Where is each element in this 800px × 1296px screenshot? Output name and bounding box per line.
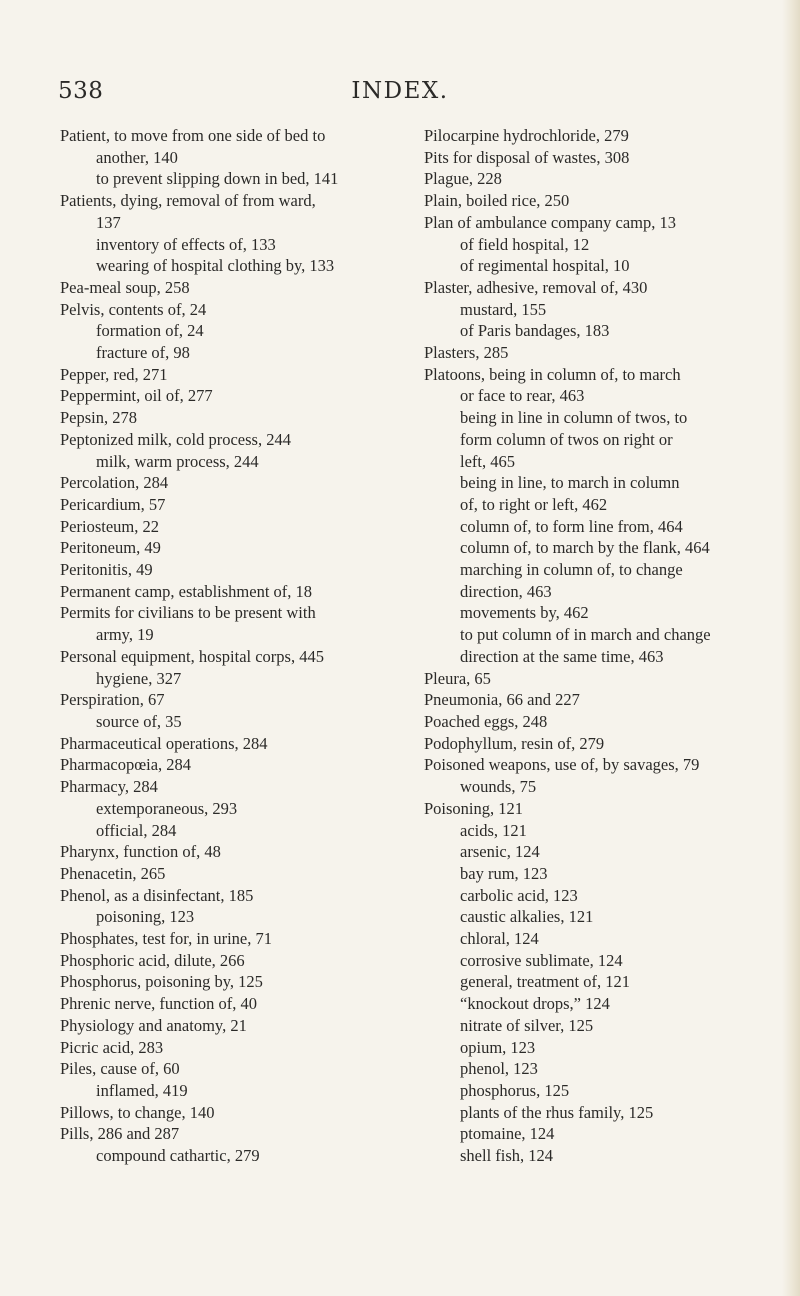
index-entry: Pills, 286 and 287 [60, 1124, 180, 1144]
page-edge-shadow [782, 0, 800, 1296]
index-entry: Pharynx, function of, 48 [60, 842, 221, 862]
index-entry: Perspiration, 67 [60, 690, 165, 710]
index-subentry: direction, 463 [460, 581, 552, 601]
index-subentry: fracture of, 98 [96, 343, 190, 363]
index-entry: Plain, boiled rice, 250 [424, 191, 570, 211]
index-entry: Plaster, adhesive, removal of, 430 [424, 277, 648, 297]
running-head: INDEX. [351, 78, 449, 104]
index-subentry: phenol, 123 [460, 1059, 538, 1079]
index-subentry: bay rum, 123 [460, 863, 548, 883]
index-entry: Piles, cause of, 60 [60, 1059, 180, 1079]
index-entry: Poached eggs, 248 [424, 711, 548, 731]
index-entry: Platoons, being in column of, to march [424, 364, 681, 384]
index-subentry: official, 284 [96, 820, 177, 840]
index-entry: Permanent camp, establishment of, 18 [60, 581, 313, 601]
index-entry: Picric acid, 283 [60, 1037, 164, 1057]
index-entry: Pelvis, contents of, 24 [60, 299, 207, 319]
index-entry: Peritoneum, 49 [60, 538, 161, 558]
index-entry: Pepper, red, 271 [60, 364, 168, 384]
index-subentry: being in line in column of twos, to [460, 408, 688, 428]
index-entry: Peptonized milk, cold process, 244 [60, 429, 291, 449]
index-column-right [424, 125, 774, 1167]
index-subentry: wounds, 75 [460, 777, 537, 797]
index-subentry: “knockout drops,” 124 [460, 994, 610, 1014]
index-subentry: of Paris bandages, 183 [460, 321, 610, 341]
index-subentry: marching in column of, to change [460, 560, 683, 580]
index-subentry: caustic alkalies, 121 [460, 907, 594, 927]
index-subentry: plants of the rhus family, 125 [460, 1102, 654, 1122]
index-subentry: wearing of hospital clothing by, 133 [96, 256, 335, 276]
index-entry: Personal equipment, hospital corps, 445 [60, 646, 324, 666]
index-subentry: being in line, to march in column [460, 473, 680, 493]
index-subentry: of field hospital, 12 [460, 234, 590, 254]
index-column-left [60, 125, 392, 1167]
index-subentry: nitrate of silver, 125 [460, 1015, 594, 1035]
index-entry: Pneumonia, 66 and 227 [424, 690, 580, 710]
index-entry: Plan of ambulance company camp, 13 [424, 212, 677, 232]
page-header [0, 78, 800, 110]
index-entry: Physiology and anatomy, 21 [60, 1015, 247, 1035]
index-entry: Pits for disposal of wastes, 308 [424, 147, 630, 167]
index-entry: Pilocarpine hydrochloride, 279 [424, 126, 629, 145]
index-subentry: to prevent slipping down in bed, 141 [96, 169, 339, 189]
index-subentry: another, 140 [96, 147, 178, 167]
index-subentry: chloral, 124 [460, 929, 539, 949]
index-entry: Pharmacy, 284 [60, 777, 158, 797]
index-entry: Podophyllum, resin of, 279 [424, 733, 605, 753]
index-subentry: left, 465 [460, 451, 515, 471]
index-subentry: movements by, 462 [460, 603, 589, 623]
index-subentry: arsenic, 124 [460, 842, 540, 862]
index-subentry: of, to right or left, 462 [460, 494, 608, 514]
index-entry: Patients, dying, removal of from ward, [60, 191, 316, 211]
index-subentry: mustard, 155 [460, 299, 547, 319]
index-entry: Plasters, 285 [424, 343, 509, 363]
index-subentry: or face to rear, 463 [460, 386, 585, 406]
index-entry: Patient, to move from one side of bed to [60, 126, 326, 145]
index-subentry: form column of twos on right or [460, 429, 673, 449]
index-entry: Pillows, to change, 140 [60, 1102, 215, 1122]
index-entry: Pharmaceutical operations, 284 [60, 733, 268, 753]
index-entry: Percolation, 284 [60, 473, 169, 493]
index-entry: Poisoning, 121 [424, 798, 524, 818]
index-entry: Peppermint, oil of, 277 [60, 386, 213, 406]
index-subentry: to put column of in march and change [460, 625, 711, 645]
index-subentry: compound cathartic, 279 [96, 1146, 260, 1166]
index-entry: Phenol, as a disinfectant, 185 [60, 885, 254, 905]
index-entry: Phosphates, test for, in urine, 71 [60, 929, 272, 949]
index-entry: Pepsin, 278 [60, 408, 138, 428]
index-subentry: carbolic acid, 123 [460, 885, 578, 905]
index-subentry: general, treatment of, 121 [460, 972, 630, 992]
index-subentry: hygiene, 327 [96, 668, 182, 688]
page-number: 538 [58, 78, 104, 104]
index-subentry: direction at the same time, 463 [460, 646, 664, 666]
index-subentry: poisoning, 123 [96, 907, 195, 927]
index-subentry: of regimental hospital, 10 [460, 256, 630, 276]
index-subentry: milk, warm process, 244 [96, 451, 259, 471]
index-entry: Periosteum, 22 [60, 516, 159, 536]
index-subentry: opium, 123 [460, 1037, 536, 1057]
index-entry: Pea-meal soup, 258 [60, 277, 190, 297]
index-entry: Permits for civilians to be present with [60, 603, 316, 623]
index-subentry: source of, 35 [96, 711, 182, 731]
index-entry: Phrenic nerve, function of, 40 [60, 994, 258, 1014]
index-subentry: column of, to march by the flank, 464 [460, 538, 710, 558]
index-subentry: ptomaine, 124 [460, 1124, 555, 1144]
index-subentry: formation of, 24 [96, 321, 204, 341]
index-subentry: extemporaneous, 293 [96, 798, 238, 818]
index-subentry: phosphorus, 125 [460, 1080, 570, 1100]
index-subentry: inventory of effects of, 133 [96, 234, 276, 254]
index-subentry: inflamed, 419 [96, 1080, 188, 1100]
index-subentry: 137 [96, 212, 121, 232]
index-entry: Phosphorus, poisoning by, 125 [60, 972, 263, 992]
index-entry: Pharmacopœia, 284 [60, 755, 192, 775]
index-entry: Pleura, 65 [424, 668, 491, 688]
index-entry: Pericardium, 57 [60, 494, 166, 514]
index-entry: Peritonitis, 49 [60, 560, 153, 580]
index-subentry: army, 19 [96, 625, 154, 645]
index-entry: Poisoned weapons, use of, by savages, 79 [424, 755, 700, 775]
index-entry: Phosphoric acid, dilute, 266 [60, 950, 245, 970]
index-entry: Phenacetin, 265 [60, 863, 166, 883]
index-subentry: shell fish, 124 [460, 1146, 554, 1166]
index-entry: Plague, 228 [424, 169, 502, 189]
index-subentry: corrosive sublimate, 124 [460, 950, 623, 970]
index-subentry: acids, 121 [460, 820, 527, 840]
index-subentry: column of, to form line from, 464 [460, 516, 683, 536]
